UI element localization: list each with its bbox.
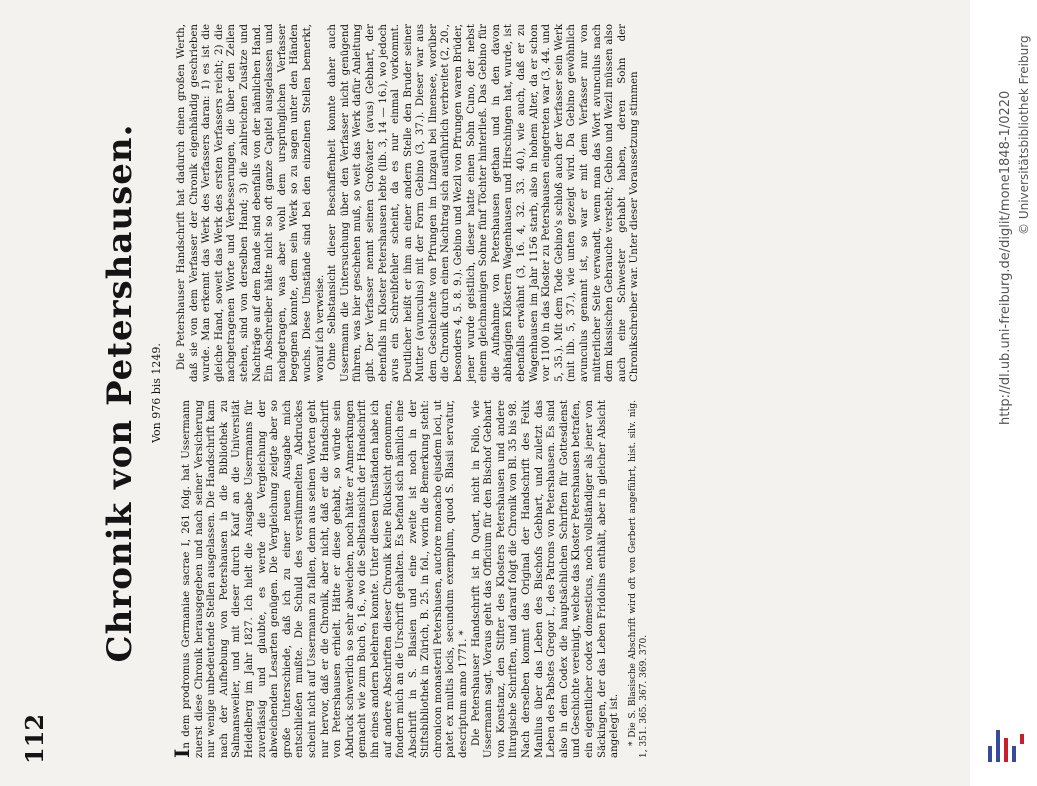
- copyright-notice: © Universitätsbibliothek Freiburg: [1017, 35, 1031, 235]
- right-text-column: [176, 24, 642, 382]
- ub-freiburg-logo-icon: [986, 728, 1030, 764]
- permalink-url[interactable]: http://dl.ub.uni-freiburg.de/diglit/mone1848-1/0220: [998, 90, 1013, 425]
- paragraph: Die Petershauser Handschrift ist in Quart, nicht in Folio, wie Ussermann sagt. Voraus geht das Officium für den Bischof Gebhart von Konstanz, den Stifter des Klosters Petershausen und andere liturgische Schriften, und darauf folgt die Chronik von Bl. 35 bis 98. Nach derselben kommt das Original der Handschrift des Felix Manlius über das Leben des Bischofs Gebhart, und zuletzt das Leben des Pabstes Gregor I., des Patrons von Petershausen. Es sind also in dem Codex die hauptsächlichen Schriften für Gottesdienst und Geschichte vereinigt, welche das Kloster Petershausen betrafen, ein eigentlicher codex domesticus, noch vollständiger als jener von Säckingen, der das Leben Fridolins enthält, aber in gleicher Absicht angelegt ist.: [470, 400, 621, 758]
- page-number: 112: [20, 713, 49, 764]
- paragraph: In dem prodromus Germaniae sacrae I, 261 folg. hat Ussermann zuerst diese Chronik herausgegeben und nach seiner Versicherung nur wenige unbedeutende Stellen ausgelassen. Die Handschrift kam nach der Aufhebung von Petershausen in die Bibliothek zu Salmansweiler, und mit dieser durch Kauf an die Universität Heidelberg im Jahr 1827. Ich hielt die Ausgabe Ussermanns für zuverlässig und glaubte, es werde die Vergleichung der abweichenden Lesarten genügen. Die Vergleichung zeigte aber so große Unterschiede, daß ich zu einer neuen Ausgabe mich entschließen mußte. Die Schuld des verstümmelten Abdruckes scheint nicht auf Ussermann zu fallen, denn aus seinen Worten geht nur hervor, daß er die Chronik, aber nicht, daß er die Handschrift von Petershausen erhielt. Hätte er diese gehabt, so würde sein Abdruck schwerlich so sehr abweichen, noch hätte er Anmerkungen gemacht wie zum Buch 6, 16., wo die Selbstansicht der Handschrift ihn eines andern belehren konnte. Unter diesen Umständen habe ich auf andere Abschriften dieser Chronik keine Rücksicht genommen, fondern mich an die Urschrift gehalten. Es befand sich nämlich eine Abschrift in S. Blasien und eine zweite ist noch in der Stiftsbibliothek in Zürich, B. 25. in fol., worin die Bemerkung steht: chronicon monasterii Petershusen, auctore monacho ejusdem loci, ut patet ex multis locis, secundum exemplum, quod S. Blasii servatur, descriptum anno 1771. *: [170, 400, 470, 758]
- paragraph: Die Petershauser Handschrift hat dadurch einen großen Werth, daß sie von dem Verfasser der Chronik eigenhändig geschrieben wurde. Man erkennt das Werk des Verfassers daran: 1) es ist die gleiche Hand, soweit das Werk des ersten Verfassers reicht; 2) die nachgetragenen Worte und Verbesserungen, die über den Zeilen stehen, sind von derselben Hand; 3) die zahlreichen Zusätze und Nachträge auf dem Rande sind ebenfalls von der nämlichen Hand. Ein Abschreiber hätte nicht so oft ganze Capitel ausgelassen und nachgetragen, was aber wohl dem ursprünglichen Verfasser begegnen konnte, dem sein Werk so zu sagen unter den Händen wuchs. Diese Umstände sind bei den einzelnen Stellen bemerkt, worauf ich verweise.: [176, 24, 326, 382]
- left-text-column: [170, 400, 650, 758]
- chapter-subtitle: Von 976 bis 1249.: [150, 343, 163, 443]
- footnote: * Die S. Blasische Abschrift wird oft von Gerbert angeführt, hist. silv. nig. 1, 351. 365. 367. 369. 370.: [627, 400, 649, 758]
- chapter-title: Chronik von Petershausen.: [100, 123, 140, 663]
- paragraph: Ohne Selbstansicht dieser Beschaffenheit konnte daher auch Ussermann die Untersuchung über den Verfasser nicht genügend führen, was hier geschehen muß, so weit das Werk dafür Anleitung gibt. Der Verfasser nennt seinen Großvater (avus) Gebhart, der ebenfalls im Kloster Petershausen lebte (lib. 3, 14 — 16.), wo jedoch avus ein Schreibfehler scheint, da es nur einmal vorkommt. Deutlicher heißt er ihm an einer andern Stelle den Bruder seiner Mutter (avunculus) mit der Form Gebino (3, 37.). Dieser war aus dem Geschlechte von Pfrungen im Linzgau bei Ilmensee, worüber die Chronik durch einen Nachtrag sich ausführlich verbreitet (2, 20., besonders 4, 5. 8. 9.). Gebino und Wezil von Pfrungen waren Brüder, jener wurde geistlich, dieser hatte einen Sohn Cuno, der nebst einem gleichnamigen Sohne fünf Töchter hinterließ. Das Gebino für die Aufnahme von Petershausen gethan und in den davon abhängigen Klöstern Wagenhausen und Hirschingen hat, wurde, ist ebenfalls erwähnt (3, 16. 4, 32. 33. 40.), wie auch, daß er zu Wagenhausen im Jahr 1156 starb, also in hohem Alter, da er schon vor 1100 in das Kloster zu Petershausen eingetreten war (3, 44. und 5, 35.). Mit dem Tode Gebino's schloß auch der Verfasser sein Werk (mit lib. 5, 37.), wie unten gezeigt wird. Da Gebino gewöhnlich avunculus genannt ist, so war er mit dem Verfasser nur von mütterlicher Seite verwandt, wenn man das Wort avunculus nach dem klassischen Gebrauche versteht; Gebino und Wezil müssen also auch eine Schwester gehabt haben, deren Sohn der Chronikschreiber war. Unter dieser Voraussetzung stimmen: [327, 24, 641, 382]
